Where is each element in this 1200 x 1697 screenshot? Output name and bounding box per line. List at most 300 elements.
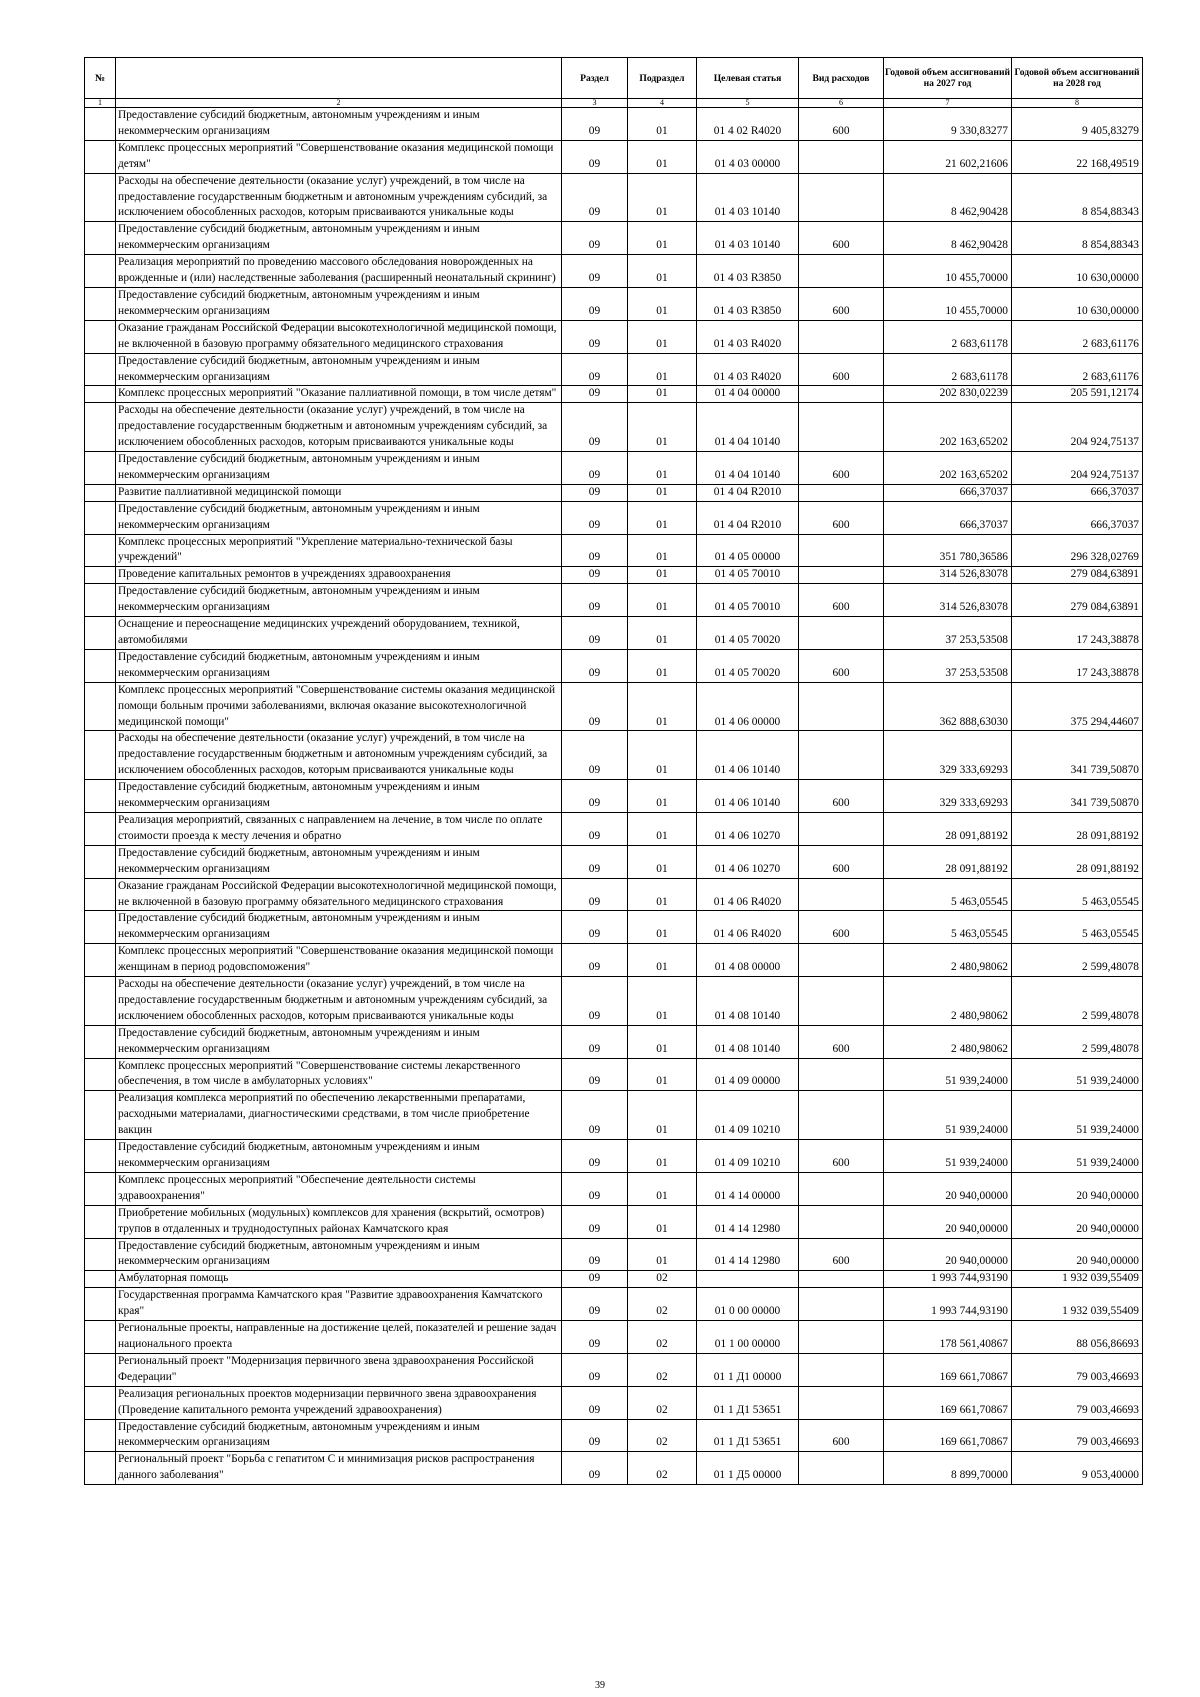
cell-value-2027: 21 602,21606 (884, 140, 1012, 173)
cell-number (85, 287, 116, 320)
cell-value-2027: 314 526,83078 (884, 584, 1012, 617)
cell-vid-rashodov (799, 567, 884, 584)
cell-vid-rashodov: 600 (799, 1419, 884, 1452)
cell-number (85, 911, 116, 944)
table-row (85, 845, 1143, 878)
cell-vid-rashodov: 600 (799, 222, 884, 255)
cell-celevaya-statya: 01 4 05 70010 (697, 567, 799, 584)
cell-celevaya-statya: 01 4 06 R4020 (697, 878, 799, 911)
cell-podrazdel: 01 (628, 584, 697, 617)
table-row (85, 584, 1143, 617)
cell-vid-rashodov (799, 1452, 884, 1485)
cell-number (85, 320, 116, 353)
cell-podrazdel: 01 (628, 1025, 697, 1058)
cell-value-2027: 37 253,53508 (884, 617, 1012, 650)
cell-value-2027: 2 480,98062 (884, 944, 1012, 977)
table-row (85, 386, 1143, 403)
cell-razdel: 09 (562, 108, 628, 141)
cell-razdel: 09 (562, 403, 628, 452)
cell-razdel: 09 (562, 484, 628, 501)
header-razdel: Раздел (562, 58, 628, 99)
cell-vid-rashodov: 600 (799, 584, 884, 617)
cell-value-2028: 2 599,48078 (1012, 977, 1143, 1026)
cell-number (85, 1025, 116, 1058)
table-row (85, 617, 1143, 650)
table-header-row (85, 58, 1143, 99)
table-row (85, 1238, 1143, 1271)
cell-vid-rashodov (799, 1386, 884, 1419)
cell-value-2027: 20 940,00000 (884, 1238, 1012, 1271)
cell-name: Оснащение и переоснащение медицинских учреждений оборудованием, техникой, автомобилями (116, 617, 562, 650)
cell-name: Комплекс процессных мероприятий "Оказание паллиативной помощи, в том числе детям" (116, 386, 562, 403)
cell-value-2027: 51 939,24000 (884, 1058, 1012, 1091)
cell-celevaya-statya: 01 4 02 R4020 (697, 108, 799, 141)
cell-number (85, 1386, 116, 1419)
cell-razdel: 09 (562, 222, 628, 255)
cell-vid-rashodov (799, 731, 884, 780)
cell-podrazdel: 02 (628, 1271, 697, 1288)
cell-value-2028: 204 924,75137 (1012, 452, 1143, 485)
page-number: 39 (595, 1680, 605, 1691)
cell-celevaya-statya: 01 4 06 10270 (697, 845, 799, 878)
cell-razdel: 09 (562, 1172, 628, 1205)
cell-value-2027: 666,37037 (884, 484, 1012, 501)
cell-razdel: 09 (562, 1386, 628, 1419)
cell-vid-rashodov (799, 812, 884, 845)
cell-vid-rashodov: 600 (799, 845, 884, 878)
cell-podrazdel: 01 (628, 845, 697, 878)
cell-vid-rashodov (799, 944, 884, 977)
table-row (85, 682, 1143, 731)
cell-number (85, 1091, 116, 1140)
cell-celevaya-statya: 01 1 Д1 53651 (697, 1419, 799, 1452)
header-podrazdel: Подраздел (628, 58, 697, 99)
cell-number (85, 682, 116, 731)
cell-vid-rashodov: 600 (799, 780, 884, 813)
table-row (85, 1140, 1143, 1173)
cell-name: Предоставление субсидий бюджетным, автономным учреждениям и иным некоммерческим организациям (116, 1025, 562, 1058)
header-vid-rashodov: Вид расходов (799, 58, 884, 99)
cell-celevaya-statya: 01 4 05 00000 (697, 534, 799, 567)
cell-name: Региональные проекты, направленные на достижение целей, показателей и решение задач национального проекта (116, 1321, 562, 1354)
column-index-row (85, 99, 1143, 108)
cell-razdel: 09 (562, 944, 628, 977)
cell-value-2028: 205 591,12174 (1012, 386, 1143, 403)
cell-razdel: 09 (562, 452, 628, 485)
cell-vid-rashodov (799, 1321, 884, 1354)
cell-name: Проведение капитальных ремонтов в учреждениях здравоохранения (116, 567, 562, 584)
cell-value-2027: 2 480,98062 (884, 977, 1012, 1026)
table-row (85, 780, 1143, 813)
cell-razdel: 09 (562, 682, 628, 731)
cell-number (85, 1172, 116, 1205)
cell-value-2027: 169 661,70867 (884, 1386, 1012, 1419)
cell-vid-rashodov: 600 (799, 1238, 884, 1271)
cell-value-2028: 28 091,88192 (1012, 845, 1143, 878)
cell-razdel: 09 (562, 140, 628, 173)
cell-value-2027: 314 526,83078 (884, 567, 1012, 584)
cell-celevaya-statya: 01 4 05 70020 (697, 617, 799, 650)
cell-name: Предоставление субсидий бюджетным, автономным учреждениям и иным некоммерческим организациям (116, 780, 562, 813)
cell-podrazdel: 01 (628, 287, 697, 320)
cell-value-2027: 9 330,83277 (884, 108, 1012, 141)
cell-name: Региональный проект "Модернизация первичного звена здравоохранения Российской Федерации" (116, 1353, 562, 1386)
cell-vid-rashodov (799, 682, 884, 731)
cell-value-2028: 20 940,00000 (1012, 1238, 1143, 1271)
cell-name: Региональный проект "Борьба с гепатитом С и минимизация рисков распространения данного заболевания" (116, 1452, 562, 1485)
cell-name: Расходы на обеспечение деятельности (оказание услуг) учреждений, в том числе на предоставление государственным бюджетным и автономным учреждениям субсидий, за исключением обособленных расходов, которым присваиваются уникальные коды (116, 403, 562, 452)
cell-vid-rashodov (799, 878, 884, 911)
cell-value-2028: 1 932 039,55409 (1012, 1288, 1143, 1321)
cell-celevaya-statya: 01 1 Д5 00000 (697, 1452, 799, 1485)
cell-name: Предоставление субсидий бюджетным, автономным учреждениям и иным некоммерческим организациям (116, 1238, 562, 1271)
cell-value-2028: 28 091,88192 (1012, 812, 1143, 845)
cell-name: Предоставление субсидий бюджетным, автономным учреждениям и иным некоммерческим организациям (116, 911, 562, 944)
cell-value-2028: 51 939,24000 (1012, 1091, 1143, 1140)
cell-razdel: 09 (562, 584, 628, 617)
cell-vid-rashodov: 600 (799, 353, 884, 386)
cell-number (85, 845, 116, 878)
cell-podrazdel: 01 (628, 944, 697, 977)
cell-name: Предоставление субсидий бюджетным, автономным учреждениям и иным некоммерческим организациям (116, 845, 562, 878)
cell-celevaya-statya: 01 4 06 10270 (697, 812, 799, 845)
cell-celevaya-statya: 01 4 06 00000 (697, 682, 799, 731)
table-row (85, 1288, 1143, 1321)
cell-value-2027: 1 993 744,93190 (884, 1288, 1012, 1321)
cell-value-2027: 2 683,61178 (884, 320, 1012, 353)
cell-value-2027: 169 661,70867 (884, 1419, 1012, 1452)
cell-celevaya-statya: 01 4 08 10140 (697, 977, 799, 1026)
cell-value-2028: 341 739,50870 (1012, 780, 1143, 813)
cell-number (85, 977, 116, 1026)
cell-podrazdel: 02 (628, 1419, 697, 1452)
cell-number (85, 567, 116, 584)
header-celevaya-statya: Целевая статья (697, 58, 799, 99)
cell-name: Предоставление субсидий бюджетным, автономным учреждениям и иным некоммерческим организациям (116, 452, 562, 485)
table-row (85, 567, 1143, 584)
cell-value-2027: 20 940,00000 (884, 1205, 1012, 1238)
cell-value-2027: 5 463,05545 (884, 911, 1012, 944)
cell-name: Комплекс процессных мероприятий "Совершенствование системы лекарственного обеспечения, в том числе в амбулаторных условиях" (116, 1058, 562, 1091)
cell-podrazdel: 02 (628, 1386, 697, 1419)
cell-value-2027: 8 462,90428 (884, 222, 1012, 255)
table-body (85, 108, 1143, 1485)
cell-number (85, 780, 116, 813)
cell-razdel: 09 (562, 1205, 628, 1238)
cell-value-2028: 5 463,05545 (1012, 911, 1143, 944)
cell-value-2028: 17 243,38878 (1012, 617, 1143, 650)
cell-podrazdel: 02 (628, 1452, 697, 1485)
cell-name: Расходы на обеспечение деятельности (оказание услуг) учреждений, в том числе на предоставление государственным бюджетным и автономным учреждениям субсидий, за исключением обособленных расходов, которым присваиваются уникальные коды (116, 977, 562, 1026)
cell-podrazdel: 02 (628, 1288, 697, 1321)
cell-razdel: 09 (562, 386, 628, 403)
cell-vid-rashodov: 600 (799, 501, 884, 534)
table-row (85, 812, 1143, 845)
cell-value-2028: 1 932 039,55409 (1012, 1271, 1143, 1288)
cell-celevaya-statya: 01 4 03 R4020 (697, 353, 799, 386)
cell-name: Комплекс процессных мероприятий "Укрепление материально-технической базы учреждений" (116, 534, 562, 567)
cell-razdel: 09 (562, 353, 628, 386)
cell-razdel: 09 (562, 1025, 628, 1058)
cell-value-2028: 2 683,61176 (1012, 353, 1143, 386)
cell-name: Предоставление субсидий бюджетным, автономным учреждениям и иным некоммерческим организациям (116, 649, 562, 682)
table-row (85, 287, 1143, 320)
table-row (85, 911, 1143, 944)
table-row (85, 222, 1143, 255)
cell-value-2028: 79 003,46693 (1012, 1386, 1143, 1419)
cell-razdel: 09 (562, 649, 628, 682)
cell-razdel: 09 (562, 501, 628, 534)
cell-razdel: 09 (562, 1091, 628, 1140)
cell-celevaya-statya: 01 4 05 70010 (697, 584, 799, 617)
cell-razdel: 09 (562, 287, 628, 320)
cell-value-2028: 9 053,40000 (1012, 1452, 1143, 1485)
cell-value-2027: 2 480,98062 (884, 1025, 1012, 1058)
cell-razdel: 09 (562, 812, 628, 845)
cell-value-2028: 296 328,02769 (1012, 534, 1143, 567)
cell-vid-rashodov (799, 484, 884, 501)
cell-podrazdel: 01 (628, 567, 697, 584)
cell-number (85, 649, 116, 682)
cell-number (85, 452, 116, 485)
cell-celevaya-statya: 01 4 06 10140 (697, 780, 799, 813)
cell-razdel: 09 (562, 731, 628, 780)
cell-number (85, 353, 116, 386)
cell-value-2028: 22 168,49519 (1012, 140, 1143, 173)
cell-value-2028: 5 463,05545 (1012, 878, 1143, 911)
cell-podrazdel: 01 (628, 780, 697, 813)
column-index: 8 (1012, 99, 1143, 108)
cell-value-2027: 202 163,65202 (884, 403, 1012, 452)
table-row (85, 878, 1143, 911)
cell-celevaya-statya: 01 4 08 00000 (697, 944, 799, 977)
cell-number (85, 731, 116, 780)
cell-celevaya-statya: 01 4 09 10210 (697, 1091, 799, 1140)
cell-name: Амбулаторная помощь (116, 1271, 562, 1288)
cell-podrazdel: 01 (628, 731, 697, 780)
cell-number (85, 1140, 116, 1173)
cell-name: Предоставление субсидий бюджетным, автономным учреждениям и иным некоммерческим организациям (116, 287, 562, 320)
cell-number (85, 484, 116, 501)
cell-podrazdel: 01 (628, 649, 697, 682)
cell-value-2027: 169 661,70867 (884, 1353, 1012, 1386)
table-row (85, 534, 1143, 567)
table-row (85, 403, 1143, 452)
table-row (85, 977, 1143, 1026)
cell-razdel: 09 (562, 845, 628, 878)
cell-value-2027: 51 939,24000 (884, 1140, 1012, 1173)
cell-number (85, 222, 116, 255)
cell-number (85, 878, 116, 911)
cell-vid-rashodov (799, 173, 884, 222)
cell-razdel: 09 (562, 780, 628, 813)
column-index: 3 (562, 99, 628, 108)
cell-podrazdel: 01 (628, 534, 697, 567)
column-index: 2 (116, 99, 562, 108)
cell-number (85, 944, 116, 977)
cell-value-2028: 51 939,24000 (1012, 1058, 1143, 1091)
cell-celevaya-statya: 01 4 04 00000 (697, 386, 799, 403)
cell-name: Предоставление субсидий бюджетным, автономным учреждениям и иным некоммерческим организациям (116, 1140, 562, 1173)
cell-value-2027: 351 780,36586 (884, 534, 1012, 567)
cell-value-2028: 341 739,50870 (1012, 731, 1143, 780)
cell-celevaya-statya: 01 4 08 10140 (697, 1025, 799, 1058)
cell-name: Предоставление субсидий бюджетным, автономным учреждениям и иным некоммерческим организациям (116, 353, 562, 386)
cell-value-2028: 9 405,83279 (1012, 108, 1143, 141)
cell-podrazdel: 01 (628, 140, 697, 173)
cell-value-2027: 37 253,53508 (884, 649, 1012, 682)
cell-value-2027: 666,37037 (884, 501, 1012, 534)
cell-name: Реализация мероприятий по проведению массового обследования новорожденных на врожденные и (или) наследственные заболевания (расширенный неонатальный скрининг) (116, 255, 562, 288)
cell-razdel: 09 (562, 1271, 628, 1288)
cell-value-2028: 279 084,63891 (1012, 567, 1143, 584)
cell-podrazdel: 02 (628, 1353, 697, 1386)
cell-value-2027: 1 993 744,93190 (884, 1271, 1012, 1288)
cell-name: Расходы на обеспечение деятельности (оказание услуг) учреждений, в том числе на предоставление государственным бюджетным и автономным учреждениям субсидий, за исключением обособленных расходов, которым присваиваются уникальные коды (116, 731, 562, 780)
cell-razdel: 09 (562, 255, 628, 288)
cell-razdel: 09 (562, 1353, 628, 1386)
cell-vid-rashodov (799, 977, 884, 1026)
cell-celevaya-statya (697, 1271, 799, 1288)
cell-name: Реализация региональных проектов модернизации первичного звена здравоохранения (Проведение капитального ремонта учреждений здравоохранения) (116, 1386, 562, 1419)
cell-podrazdel: 01 (628, 222, 697, 255)
cell-number (85, 1321, 116, 1354)
cell-value-2028: 2 683,61176 (1012, 320, 1143, 353)
cell-value-2027: 362 888,63030 (884, 682, 1012, 731)
cell-value-2027: 8 899,70000 (884, 1452, 1012, 1485)
cell-value-2028: 20 940,00000 (1012, 1205, 1143, 1238)
table-row (85, 353, 1143, 386)
cell-podrazdel: 01 (628, 501, 697, 534)
cell-name: Реализация комплекса мероприятий по обеспечению лекарственными препаратами, расходными материалами, диагностическими средствами, в том числе приобретение вакцин (116, 1091, 562, 1140)
cell-celevaya-statya: 01 4 04 R2010 (697, 501, 799, 534)
budget-table-page (84, 57, 1142, 1485)
cell-podrazdel: 01 (628, 108, 697, 141)
cell-podrazdel: 01 (628, 812, 697, 845)
cell-name: Государственная программа Камчатского края "Развитие здравоохранения Камчатского края" (116, 1288, 562, 1321)
cell-celevaya-statya: 01 4 09 10210 (697, 1140, 799, 1173)
column-index: 1 (85, 99, 116, 108)
cell-podrazdel: 01 (628, 1238, 697, 1271)
cell-value-2027: 202 830,02239 (884, 386, 1012, 403)
cell-celevaya-statya: 01 4 14 12980 (697, 1238, 799, 1271)
cell-name: Реализация мероприятий, связанных с направлением на лечение, в том числе по оплате стоимости проезда к месту лечения и обратно (116, 812, 562, 845)
cell-razdel: 09 (562, 1419, 628, 1452)
cell-podrazdel: 01 (628, 452, 697, 485)
header-year-2028: Годовой объем ассигнований на 2028 год (1012, 58, 1143, 99)
cell-value-2027: 10 455,70000 (884, 287, 1012, 320)
cell-vid-rashodov (799, 386, 884, 403)
cell-value-2027: 28 091,88192 (884, 845, 1012, 878)
cell-podrazdel: 01 (628, 878, 697, 911)
cell-celevaya-statya: 01 4 05 70020 (697, 649, 799, 682)
cell-value-2027: 329 333,69293 (884, 731, 1012, 780)
cell-razdel: 09 (562, 977, 628, 1026)
cell-podrazdel: 01 (628, 682, 697, 731)
cell-celevaya-statya: 01 1 Д1 53651 (697, 1386, 799, 1419)
cell-podrazdel: 01 (628, 911, 697, 944)
cell-celevaya-statya: 01 0 00 00000 (697, 1288, 799, 1321)
cell-celevaya-statya: 01 4 04 10140 (697, 452, 799, 485)
table-row (85, 1058, 1143, 1091)
cell-value-2028: 51 939,24000 (1012, 1140, 1143, 1173)
cell-razdel: 09 (562, 911, 628, 944)
cell-value-2028: 8 854,88343 (1012, 222, 1143, 255)
table-row (85, 1386, 1143, 1419)
cell-vid-rashodov: 600 (799, 452, 884, 485)
cell-number (85, 255, 116, 288)
cell-vid-rashodov (799, 617, 884, 650)
table-row (85, 501, 1143, 534)
cell-razdel: 09 (562, 1288, 628, 1321)
cell-celevaya-statya: 01 1 Д1 00000 (697, 1353, 799, 1386)
cell-number (85, 1058, 116, 1091)
cell-name: Комплекс процессных мероприятий "Совершенствование системы оказания медицинской помощи больным прочими заболеваниями, включая оказание высокотехнологичной медицинской помощи" (116, 682, 562, 731)
table-row (85, 731, 1143, 780)
cell-razdel: 09 (562, 1140, 628, 1173)
cell-razdel: 09 (562, 1058, 628, 1091)
cell-vid-rashodov: 600 (799, 108, 884, 141)
cell-value-2027: 51 939,24000 (884, 1091, 1012, 1140)
cell-vid-rashodov (799, 1091, 884, 1140)
cell-number (85, 1353, 116, 1386)
cell-vid-rashodov (799, 1271, 884, 1288)
table-row (85, 108, 1143, 141)
cell-number (85, 534, 116, 567)
cell-number (85, 1205, 116, 1238)
cell-podrazdel: 01 (628, 1172, 697, 1205)
cell-number (85, 812, 116, 845)
cell-value-2028: 79 003,46693 (1012, 1353, 1143, 1386)
cell-vid-rashodov (799, 1172, 884, 1205)
cell-value-2027: 28 091,88192 (884, 812, 1012, 845)
cell-razdel: 09 (562, 1452, 628, 1485)
cell-value-2028: 10 630,00000 (1012, 255, 1143, 288)
table-row (85, 1419, 1143, 1452)
table-row (85, 649, 1143, 682)
cell-podrazdel: 01 (628, 617, 697, 650)
cell-name: Предоставление субсидий бюджетным, автономным учреждениям и иным некоммерческим организациям (116, 501, 562, 534)
cell-celevaya-statya: 01 4 06 R4020 (697, 911, 799, 944)
cell-value-2028: 666,37037 (1012, 484, 1143, 501)
cell-value-2027: 202 163,65202 (884, 452, 1012, 485)
cell-celevaya-statya: 01 4 04 10140 (697, 403, 799, 452)
cell-vid-rashodov (799, 534, 884, 567)
cell-value-2027: 10 455,70000 (884, 255, 1012, 288)
cell-value-2027: 5 463,05545 (884, 878, 1012, 911)
cell-vid-rashodov (799, 1058, 884, 1091)
table-row (85, 1452, 1143, 1485)
cell-celevaya-statya: 01 4 03 10140 (697, 173, 799, 222)
cell-value-2028: 10 630,00000 (1012, 287, 1143, 320)
column-index: 6 (799, 99, 884, 108)
cell-vid-rashodov: 600 (799, 911, 884, 944)
cell-name: Предоставление субсидий бюджетным, автономным учреждениям и иным некоммерческим организациям (116, 108, 562, 141)
cell-number (85, 173, 116, 222)
cell-value-2028: 279 084,63891 (1012, 584, 1143, 617)
cell-name: Комплекс процессных мероприятий "Обеспечение деятельности системы здравоохранения" (116, 1172, 562, 1205)
cell-celevaya-statya: 01 4 14 00000 (697, 1172, 799, 1205)
header-number: № (85, 58, 116, 99)
cell-celevaya-statya: 01 1 00 00000 (697, 1321, 799, 1354)
cell-podrazdel: 01 (628, 353, 697, 386)
cell-value-2027: 20 940,00000 (884, 1172, 1012, 1205)
table-row (85, 1271, 1143, 1288)
cell-value-2028: 17 243,38878 (1012, 649, 1143, 682)
cell-value-2027: 329 333,69293 (884, 780, 1012, 813)
cell-podrazdel: 01 (628, 1205, 697, 1238)
cell-value-2028: 20 940,00000 (1012, 1172, 1143, 1205)
